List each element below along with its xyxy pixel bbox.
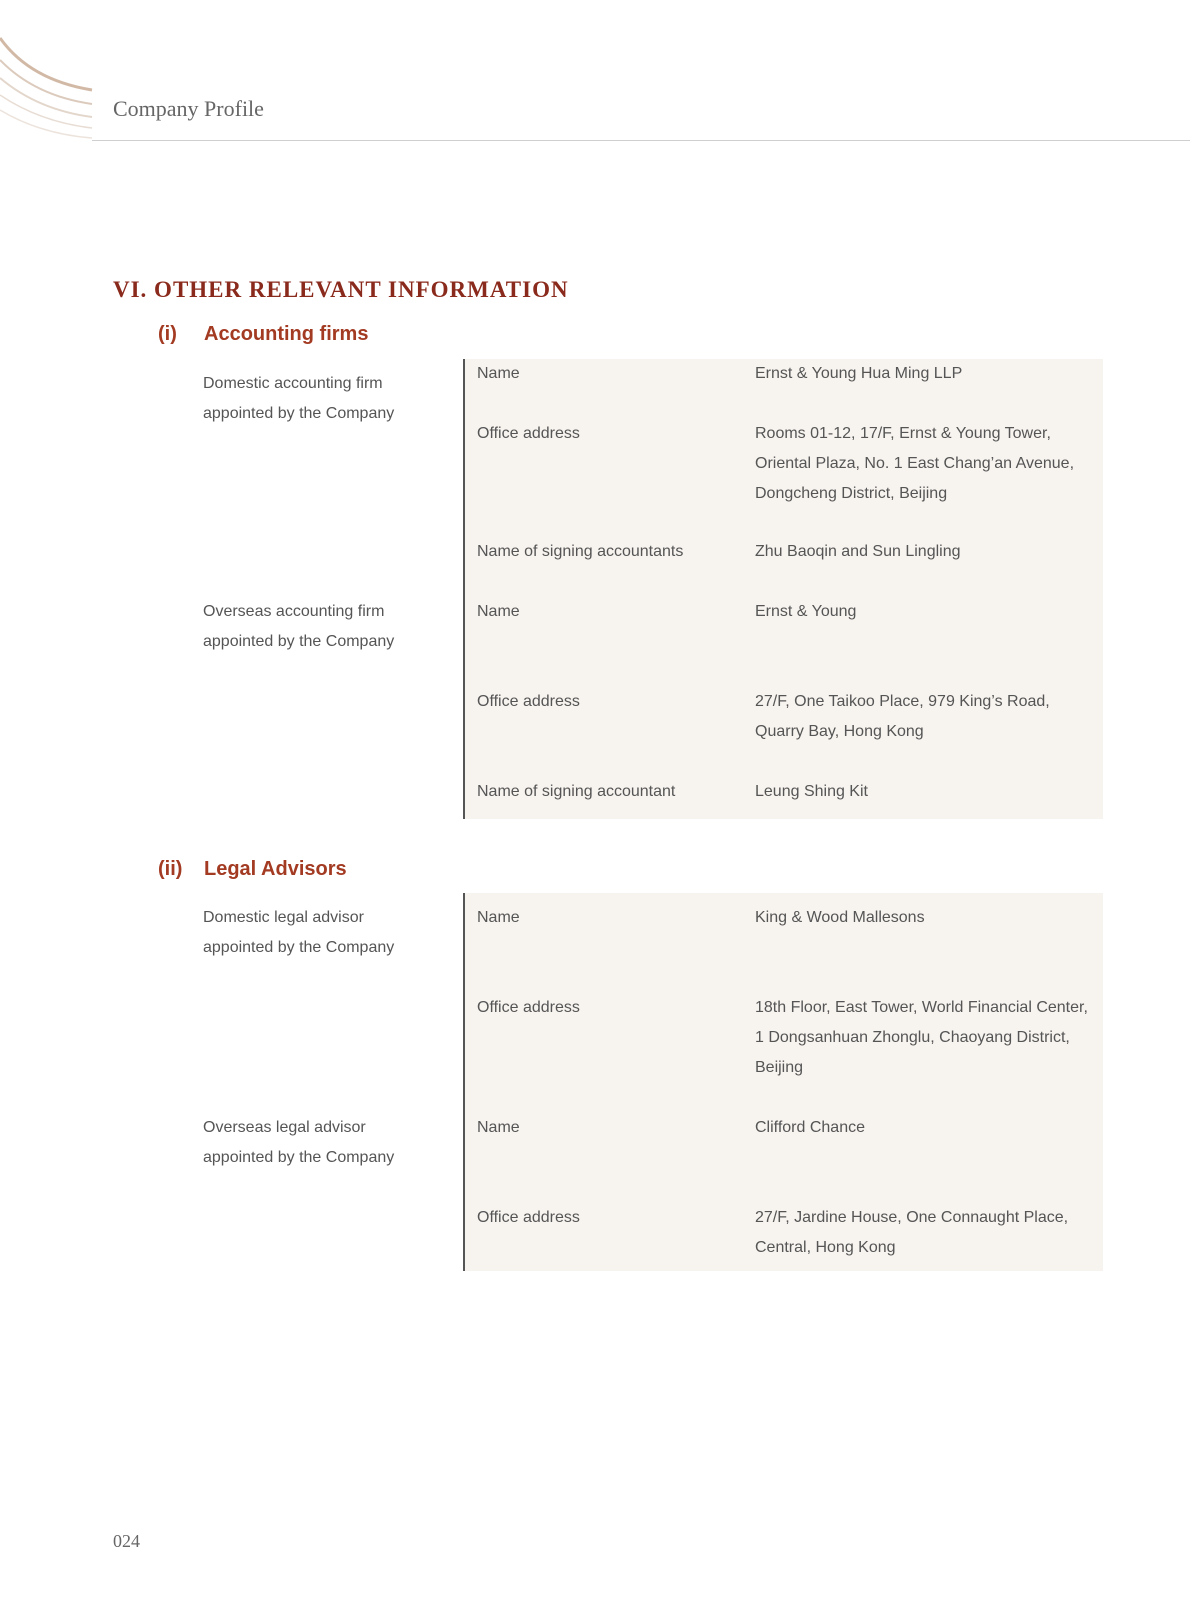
entity-label-line: Overseas legal advisor [203,1119,366,1136]
field-label: Name [477,603,520,620]
detail-row [465,1113,1103,1203]
accounting-firms-table [203,359,1103,819]
header-arc-decoration [0,0,100,145]
entity-overseas-legal-advisor [203,1113,1103,1271]
field-value: Ernst & Young [755,603,857,620]
field-label: Name [477,365,520,382]
field-label: Name of signing accountants [477,543,684,560]
field-value: Ernst & Young Hua Ming LLP [755,365,963,382]
field-value: 27/F, Jardine House, One Connaught Place, Central, Hong Kong [755,1209,1069,1256]
entity-label-line: appointed by the Company [203,405,395,422]
subsection-title-text: Accounting firms [204,323,369,345]
field-label: Office address [477,693,580,710]
entity-label-line: Domestic accounting firm [203,375,383,392]
entity-label-line: appointed by the Company [203,1149,395,1166]
entity-label-line: appointed by the Company [203,633,395,650]
field-label: Office address [477,1209,580,1226]
field-value: King & Wood Mallesons [755,909,925,926]
subsection-title-legal-advisors [158,858,347,881]
field-value: 18th Floor, East Tower, World Financial Center, 1 Dongsanhuan Zhonglu, Chaoyang District, Beijing [755,999,1088,1076]
entity-details [463,597,1103,819]
field-label: Office address [477,999,580,1016]
entity-details [463,359,1103,597]
detail-row [465,903,1103,993]
entity-overseas-accounting-firm [203,597,1103,819]
subsection-number: (ii) [158,858,183,880]
entity-details [463,893,1103,1113]
section-title: VI. OTHER RELEVANT INFORMATION [113,277,569,302]
legal-advisors-table [203,893,1103,1271]
subsection-title-accounting-firms [158,323,368,346]
subsection-number: (i) [158,323,177,345]
field-value: Zhu Baoqin and Sun Lingling [755,543,961,560]
detail-row [465,419,1103,537]
detail-row [465,537,1103,597]
field-value: Clifford Chance [755,1119,865,1136]
field-label: Office address [477,425,580,442]
header-divider [92,140,1190,141]
entity-label [203,893,463,1113]
field-label: Name of signing accountant [477,783,676,800]
entity-label [203,359,463,597]
detail-row [465,777,1103,819]
detail-row [465,597,1103,687]
page-header-title: Company Profile [113,96,264,121]
subsection-title-text: Legal Advisors [204,858,347,880]
field-label: Name [477,1119,520,1136]
detail-row [465,993,1103,1113]
entity-label-line: Domestic legal advisor [203,909,364,926]
entity-label [203,1113,463,1271]
field-value: Leung Shing Kit [755,783,868,800]
detail-row [465,1203,1103,1271]
field-value: Rooms 01-12, 17/F, Ernst & Young Tower, Oriental Plaza, No. 1 East Chang’an Avenue, Dongcheng District, Beijing [755,425,1075,502]
entity-label-line: appointed by the Company [203,939,395,956]
entity-label-line: Overseas accounting firm [203,603,385,620]
field-label: Name [477,909,520,926]
field-value: 27/F, One Taikoo Place, 979 King’s Road, Quarry Bay, Hong Kong [755,693,1050,740]
entity-label [203,597,463,819]
entity-domestic-legal-advisor [203,893,1103,1113]
detail-row [465,359,1103,419]
page-number: 024 [113,1531,140,1551]
entity-domestic-accounting-firm [203,359,1103,597]
entity-details [463,1113,1103,1271]
detail-row [465,687,1103,777]
